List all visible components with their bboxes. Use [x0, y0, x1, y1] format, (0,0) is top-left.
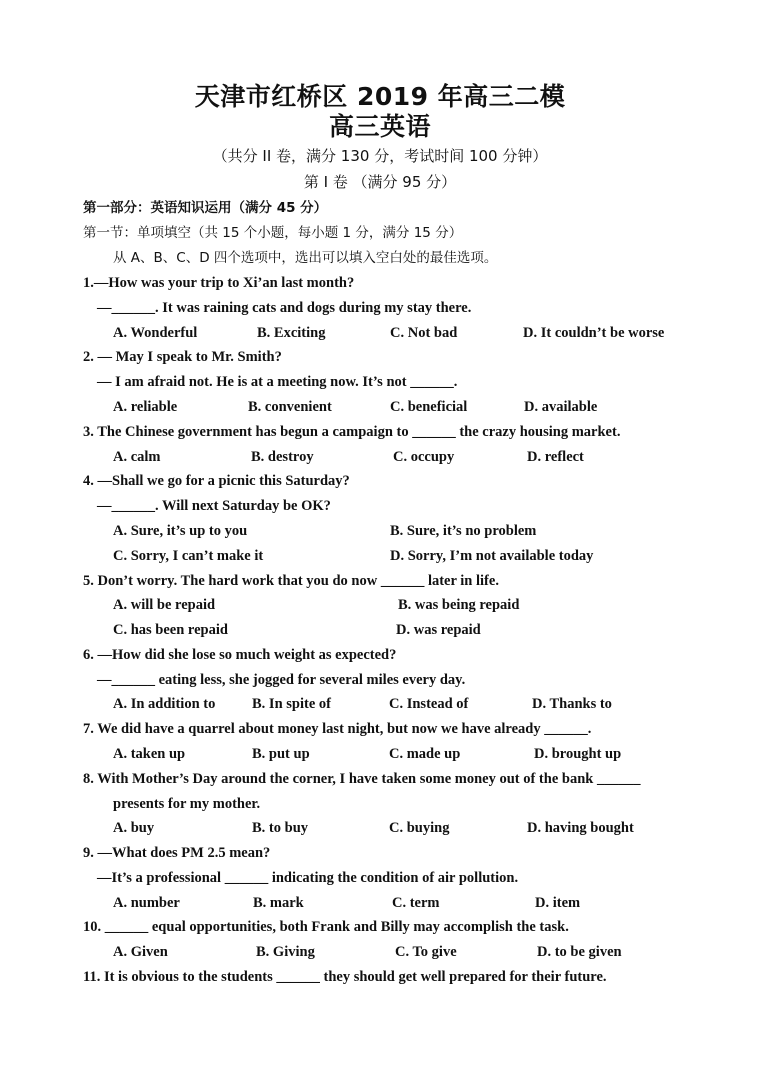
option-d: D. It couldn’t be worse — [523, 325, 665, 341]
option-a: A. reliable — [113, 399, 178, 415]
option-c: C. Not bad — [390, 325, 458, 341]
option-a: A. will be repaid — [113, 597, 216, 613]
option-c: C. has been repaid — [113, 622, 228, 638]
question-stem: presents for my mother. — [113, 796, 261, 812]
part-heading: 第一部分：英语知识运用（满分 45 分） — [83, 200, 328, 216]
option-c: C. buying — [389, 820, 450, 836]
option-d: D. available — [524, 399, 598, 415]
question-stem: 11. It is obvious to the students ______ they should get well prepared for their future. — [83, 969, 607, 985]
question-stem: 3. The Chinese government has begun a campaign to ______ the crazy housing market. — [83, 424, 621, 440]
question-stem: —______. Will next Saturday be OK? — [97, 498, 331, 514]
option-c: C. beneficial — [390, 399, 468, 415]
option-d: D. Thanks to — [532, 696, 612, 712]
option-b: B. destroy — [251, 449, 314, 465]
option-d: D. to be given — [537, 944, 622, 960]
option-b: B. In spite of — [252, 696, 331, 712]
option-c: C. term — [392, 895, 440, 911]
exam-title: 天津市红桥区 2019 年高三二模 — [194, 82, 566, 111]
question-stem: 6. —How did she lose so much weight as expected? — [83, 647, 397, 663]
option-a: A. Sure, it’s up to you — [113, 523, 248, 539]
exam-info: （共分 II 卷，满分 130 分，考试时间 100 分钟） — [212, 147, 548, 165]
option-c: C. To give — [395, 944, 457, 960]
option-b: B. put up — [252, 746, 310, 762]
question-stem: 8. With Mother’s Day around the corner, I have taken some money out of the bank ______ — [83, 771, 641, 787]
instruction-text: 从 A、B、C、D 四个选项中，选出可以填入空白处的最佳选项。 — [113, 250, 498, 266]
question-stem: 7. We did have a quarrel about money last night, but now we have already ______. — [83, 721, 592, 737]
section-heading: 第一节：单项填空（共 15 个小题，每小题 1 分，满分 15 分） — [83, 225, 463, 241]
subject-title: 高三英语 — [328, 112, 431, 141]
option-a: A. taken up — [113, 746, 186, 762]
option-b: B. Giving — [256, 944, 315, 960]
option-a: A. Wonderful — [113, 325, 198, 341]
option-b: B. Sure, it’s no problem — [390, 523, 537, 539]
option-a: A. Given — [113, 944, 168, 960]
question-stem: —It’s a professional ______ indicating the condition of air pollution. — [97, 870, 519, 886]
option-b: B. Exciting — [257, 325, 326, 341]
option-b: B. was being repaid — [398, 597, 520, 613]
volume-heading: 第 I 卷 （满分 95 分） — [303, 173, 457, 191]
option-d: D. brought up — [534, 746, 622, 762]
question-stem: 5. Don’t worry. The hard work that you do now ______ later in life. — [83, 573, 499, 589]
option-d: D. was repaid — [396, 622, 481, 638]
option-d: D. reflect — [527, 449, 584, 465]
question-stem: — I am afraid not. He is at a meeting now. It’s not ______. — [97, 374, 458, 390]
option-a: A. In addition to — [113, 696, 216, 712]
option-d: D. item — [535, 895, 581, 911]
question-stem: 4. —Shall we go for a picnic this Saturday? — [83, 473, 350, 489]
option-c: C. made up — [389, 746, 461, 762]
question-stem: 10. ______ equal opportunities, both Frank and Billy may accomplish the task. — [83, 919, 569, 935]
option-d: D. Sorry, I’m not available today — [390, 548, 594, 564]
option-a: A. calm — [113, 449, 161, 465]
option-c: C. occupy — [393, 449, 455, 465]
option-c: C. Instead of — [389, 696, 469, 712]
option-c: C. Sorry, I can’t make it — [113, 548, 264, 564]
option-a: A. number — [113, 895, 180, 911]
option-b: B. mark — [253, 895, 304, 911]
option-b: B. convenient — [248, 399, 332, 415]
option-d: D. having bought — [527, 820, 634, 836]
option-b: B. to buy — [252, 820, 309, 836]
question-stem: 2. — May I speak to Mr. Smith? — [83, 349, 282, 365]
question-stem: —______. It was raining cats and dogs during my stay there. — [97, 300, 472, 316]
question-stem: 9. —What does PM 2.5 mean? — [83, 845, 271, 861]
question-stem: —______ eating less, she jogged for several miles every day. — [97, 672, 466, 688]
question-stem: 1.—How was your trip to Xi’an last month? — [83, 275, 355, 291]
option-a: A. buy — [113, 820, 155, 836]
